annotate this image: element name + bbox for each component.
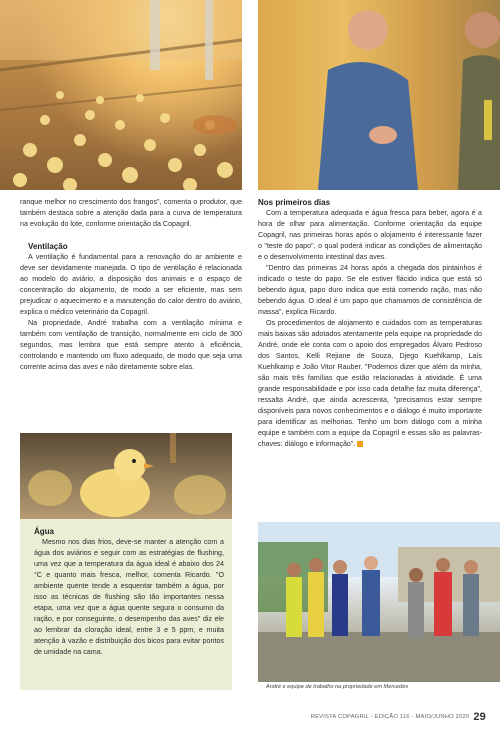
photo-farmer-and-technician (258, 0, 500, 190)
page-footer (311, 711, 486, 723)
page-number: 29 (473, 711, 486, 723)
paragraph (258, 318, 482, 450)
end-mark-icon (357, 441, 363, 447)
ventilacao-heading: Ventilação (28, 242, 68, 251)
footer-text: REVISTA COPAGRIL - EDIÇÃO 116 - MAIO/JUNHO 2020 (310, 714, 470, 720)
paragraph: Com a temperatura adequada e água fresca para beber, agora é a hora de olhar para alimentação. Conforme orientação da equipe Copagril, nas primeiras horas após o alojamento é interessante fazer o "teste do papo", o qual poderá indicar as condições de alimentação e o desenvolvimento intestinal das aves. (258, 209, 482, 261)
right-column (258, 197, 482, 450)
photo-caption: André e equipe de trabalho na propriedade em Mercedes (266, 684, 409, 690)
paragraph-text: Os procedimentos de alojamento e cuidados com as temperaturas mais baixas são adotados atentamente pela equipe na propriedade do André, onde ele conta com o apoio dos empregados Álvaro Pedroso dos Santos, Kelli Rejiane de Souza, Djego Kuehlkamp, Laís Kuehlkamp e João Vitor Rauber. "Podemos dizer que além da minha, são mais três famílias que estão relacionadas à atividade. É uma grande responsabilidade e por isso cada detalhe faz muita diferença", ressalta André, que ainda acrescenta, "precisamos estar sempre disponíveis para novos conhecimentos e o diálogo é muito importante para identificar as melhorias. Tenho um bom diálogo com a minha equipe e também com a equipe da Copagril e essas são as palavras-chaves: diálogo e informação". (258, 319, 482, 448)
water-box-text (34, 526, 224, 658)
chick-closeup-illustration (20, 433, 232, 519)
agua-heading: Água (34, 527, 54, 536)
paragraph: Mesmo nos dias frios, deve-se manter a atenção com a água dos aviários e seguir com as estratégias de flushing, uma vez que a temperatura da água ideal é abaixo dos 24 °C e quanto mais fresca, melhor, comenta Ricardo. "O ambiente quente tende a esquentar também a água, por isso as técnicas de flushing são tão importantes nessa etapa, uma vez que a água quente segura o consumo da ração, e por conseguinte, o desempenho das aves" diz ele ao lembrar da cloração ideal, entre 3 e 5 ppm, e muita atenção à vazão e distribuição dos bicos para evitar pontos de umidade na cama. (34, 538, 224, 656)
photo-team (258, 522, 500, 682)
men-illustration (258, 0, 500, 190)
paragraph: A ventilação é fundamental para a renovação do ar ambiente e deve ser devidamente manejada. O tipo de ventilação é relacionada ao modelo do aviário, a disposição dos animais e o espaço de concentração do alojamento, de modo a ser eficiente, mas sem prejudicar o aquecimento e a manutenção do calor dentro do aviário, explica o médico veterinário da Copagril. (20, 253, 242, 316)
left-column (20, 197, 242, 373)
paragraph: ranque melhor no crescimento dos frangos", comenta o produtor, que também destaca sobre a atenção dada para a curva de temperatura na evolução do lote, conforme orientação da Copagril. (20, 198, 242, 228)
photo-chick-closeup (20, 433, 232, 519)
primeiros-dias-heading: Nos primeiros dias (258, 198, 331, 207)
paragraph: "Dentro das primeiras 24 horas após a chegada dos pintainhos é indicado o teste do papo. Se ele estiver flácido indica que está só bebendo água, papo duro indica que está comendo ração, mas não bebendo água. O ideal é um papo que chamamos de consistência de massa", explica Ricardo. (258, 264, 482, 316)
team-illustration (258, 522, 500, 682)
photo-chicks-in-aviary (0, 0, 242, 190)
chicks-illustration (0, 0, 242, 190)
paragraph: Na propriedade, André trabalha com a ventilação mínima e também com ventilação de transição, normalmente em ciclo de 300 segundos, mas lembra que está sempre atento à eficiência, controlando e mantendo um fluxo adequado, de modo que seja uma corrente acima das aves e não diretamente sobre elas. (20, 319, 242, 371)
